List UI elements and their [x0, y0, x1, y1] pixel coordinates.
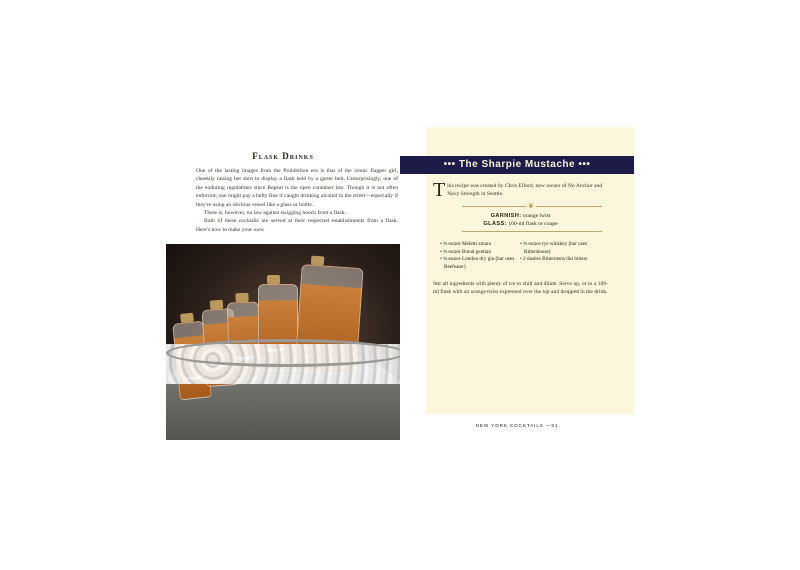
left-body-text [196, 167, 398, 234]
ornament-divider-icon: ❦ [528, 202, 534, 210]
bucket-rim [166, 339, 400, 367]
ingredients-column-left [440, 241, 518, 271]
recipe-title: ••• The Sharpie Mustache ••• [400, 156, 634, 174]
ingredients-list [440, 241, 610, 271]
glass-value: 100-ml flask or coupe [508, 221, 558, 227]
page-footer: NEW YORK COCKTAILS —91 [475, 423, 559, 428]
drop-cap: T [433, 179, 446, 201]
divider [462, 231, 602, 232]
ingredients-column-right [520, 241, 608, 271]
paragraph: Both of these cocktails are served at their respected establishments from a flask. Here's how to make your own: [196, 218, 398, 233]
right-page [400, 127, 634, 440]
glass-label: GLASS: [483, 221, 507, 227]
ingredient-item: • ¾ ounce rye whiskey (bar uses Rittenhouse) [520, 241, 588, 255]
paragraph: There is, however, no law against swigging hooch from a flask. [204, 210, 346, 217]
ingredient-item: • ¾ ounce Bonal gentian [440, 248, 491, 255]
recipe-intro [433, 179, 608, 201]
page-title-flask-drinks: Flask Drinks [252, 151, 314, 161]
ingredient-item: • ¾ ounce London dry gin (bar uses Beefeater) [440, 256, 515, 270]
flask-bottles-photo [166, 244, 400, 440]
garnish-value: orange twist [522, 213, 551, 219]
ingredient-item: • ¾ ounce Meletti amaro [440, 241, 492, 247]
intro-text: his recipe was created by Chris Elford, now owner of No Anchor and Navy Strength in Seattle. [447, 183, 603, 198]
recipe-method: Stir all ingredients with plenty of ice to chill and dilute. Serve up, or in a 100-ml flask with an orange twist expressed over the top and dropped in the drink. [433, 281, 608, 296]
ingredient-item: • 2 dashes Bittermens tiki bitters [520, 256, 588, 263]
garnish-glass-block [433, 212, 608, 228]
garnish-label: GARNISH: [490, 213, 522, 219]
left-page [166, 127, 400, 440]
paragraph: One of the lasting images from the Prohibition era is that of the iconic flapper girl, cheekily raising her skirt to display a flask held by a garter belt. Unsurprisingly, one of the enduring regulations since Repeal is the open container law. Though it is not often enforced, one might pay a hefty fine if caught drinking alcohol in the street—especially if they're using an obvious vessel like a glass or bottle. [196, 168, 398, 208]
